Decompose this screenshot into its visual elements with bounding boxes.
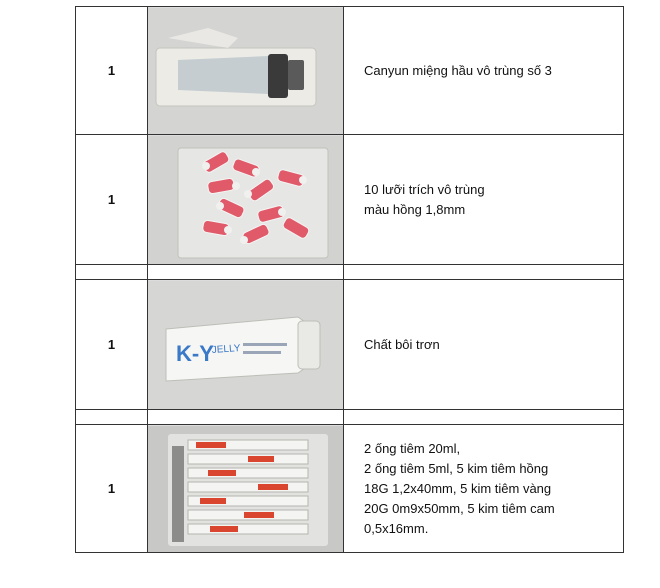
description-line: 2 ống tiêm 20ml, [364,440,461,456]
items-table [75,6,624,553]
description-cell [344,135,624,265]
description-line: 20G 0m9x50mm, 5 kim tiêm cam [364,500,555,516]
item-row [76,280,624,410]
description-cell [344,425,624,553]
spacer-row [76,265,624,280]
syringes-needles-photo [148,425,344,553]
quantity-cell: 1 [76,425,148,553]
quantity-cell: 1 [76,7,148,135]
item-row [76,7,624,135]
quantity-cell: 1 [76,280,148,410]
description-line: 10 lưỡi trích vô trùng [364,181,485,197]
quantity-cell: 1 [76,135,148,265]
description-cell [344,7,624,135]
airway-tube-photo [148,7,344,135]
description-line: Canyun miệng hầu vô trùng số 3 [364,62,552,78]
spacer-row [76,410,624,425]
description-cell [344,280,624,410]
item-row [76,135,624,265]
description-line: 2 ống tiêm 5ml, 5 kim tiêm hồng [364,460,549,476]
item-row [76,425,624,553]
description-line: Chất bôi trơn [364,336,440,352]
description-line: 0,5x16mm. [364,520,429,536]
description-line: màu hồng 1,8mm [364,201,466,217]
lancets-photo [148,135,344,265]
lubricant-tube-photo [148,280,344,410]
svg-text:JELLY: JELLY [211,342,241,356]
svg-text:K-Y: K-Y [176,340,214,366]
description-line: 18G 1,2x40mm, 5 kim tiêm vàng [364,480,552,496]
